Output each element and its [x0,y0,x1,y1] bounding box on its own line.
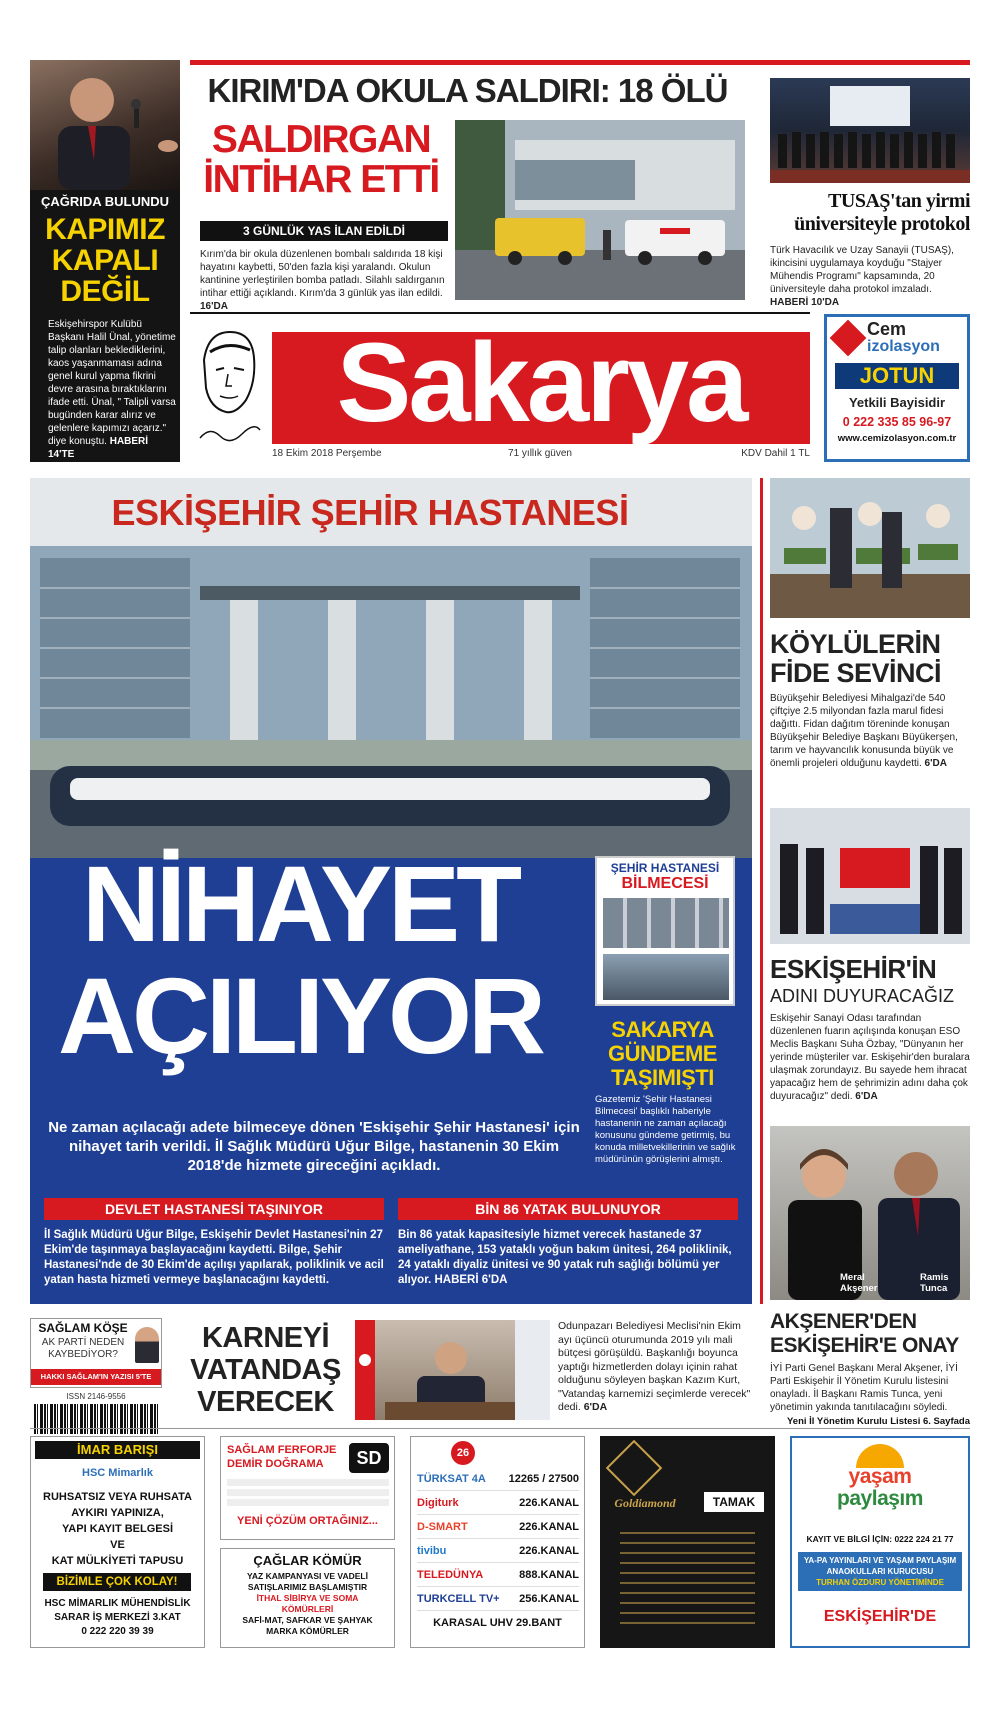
hsc-logo: HSC Mimarlık [82,1467,153,1479]
top-red-rule [190,60,970,65]
kirim-body: Kırım'da bir okula düzenlenen bombalı saldırıda 18 kişi hayatını kaybetti, 50'den fazla kişi yaralandı. Okulun kantinine yerleştirilen bomba patladı. Silahlı saldırganın intihar ettiği açıklandı. Kırım'da 3 günlük yas ilan edildi. 16'DA [200,249,445,312]
tv-row-name: TÜRKSAT 4A [417,1472,486,1485]
isbn: ISSN 2146-9556 [66,1392,126,1401]
tv-row [417,1515,579,1539]
inset-thumbs [603,898,729,948]
right-column-rule [760,478,763,1304]
tusas-headline: TUSAŞ'tan yirmi üniversiteyle protokol [794,190,970,235]
ferforje-slogan: YENİ ÇÖZÜM ORTAĞINIZ... [237,1515,378,1527]
masthead-slogan: 71 yıllık güven [508,448,572,459]
imar-title: İMAR BARIŞI [35,1441,200,1459]
cem-izolasyon-ad[interactable] [824,314,970,462]
eso-headline: ESKİŞEHİR'İN [770,954,937,984]
sakarya-gundeme-title: SAKARYA GÜNDEME TAŞIMIŞTI [608,1017,717,1090]
tv-row-value: 256.KANAL [519,1592,579,1605]
cap-aksener: Meral Akşener [840,1272,878,1294]
masthead-date: 18 Ekim 2018 Perşembe [272,448,382,459]
imar-footer: HSC MİMARLIK MÜHENDİSLİK SARAR İŞ MERKEZİ 3.KAT 0 222 220 39 39 [44,1598,191,1637]
saglam-kose[interactable] [30,1318,162,1388]
gold-brand: Goldiamond [614,1496,676,1510]
yas-bar: 3 GÜNLÜK YAS İLAN EDİLDİ [200,221,448,241]
kirim-banner: KIRIM'DA OKULA SALDIRI: 18 ÖLÜ [207,72,728,109]
tv-row-name: tivibu [417,1544,447,1557]
villagers-seedlings [770,478,970,618]
eso-body: Eskişehir Sanayi Odası tarafından düzenlenen fuarın açılışında konuşan ESO Meclis Başkanı Suha Özbay, "Dünyanın her yerinde müşteriler var. Eskişehir'den buralara ulaşmak zorundayız. Bu sayede hem ihracat yapacağız hem de şehrimizin adını daha çok duyuracağız" dedi. 6'DA [770,1013,970,1102]
caglar-title: ÇAĞLAR KÖMÜR [253,1553,362,1568]
hospital-sign: ESKİŞEHİR ŞEHİR HASTANESİ [111,492,629,533]
kicker: ÇAĞRIDA BULUNDU [40,194,170,209]
saglam-avatar [135,1327,159,1363]
ferforje-ad[interactable] [220,1436,395,1540]
tv-row-name: TURKCELL TV+ [417,1592,500,1605]
masthead-top-rule [190,312,810,314]
tv-badge: 26 [451,1441,475,1465]
kapimiz-headline: KAPIMIZ KAPALI DEĞİL [45,213,165,308]
dealer-text: Yetkili Bayisidir [848,395,946,410]
imar-slogan: BİZİMLE ÇOK KOLAY! [43,1573,191,1591]
tv-row-value: 888.KANAL [519,1568,579,1581]
halil-unal-photo [30,60,180,190]
ferforje-lines [227,1479,389,1509]
imar-ad[interactable] [30,1436,205,1648]
tv-row-value: 226.KANAL [519,1496,579,1509]
yasam-mid: YA-PA YAYINLARI VE YAŞAM PAYLAŞIM ANAOKULLARI KURUCUSU TURHAN ÖZDURU YÖNETİMİNDE [798,1552,962,1591]
fide-body: Büyükşehir Belediyesi Mihalgazi'de 540 çiftçiye 2.5 milyondan fazla marul fidesi dağıttı. Fidan dağıtım töreninde konuşan Büyükşehir Belediye Başkanı Büyükerşen, tarım ve hayvancılık konusunda büyük ve önemli projeleri olduğunu kaydetti. 6'DA [770,693,958,769]
inset-photo [603,954,729,1000]
gold-sub: TAMAK [704,1492,764,1512]
col1-body: İl Sağlık Müdürü Uğur Bilge, Eskişehir Devlet Hastanesi'nin 27 Ekim'de taşınmaya başlayacağını kaydetti. Bilge, Şehir Hastanesi'nde de 30 Ekim'de açılışı yapılarak, poliklinik ve acil yatan hasta hizmeti vermeye başlanacağını kaydetti. [44,1229,384,1286]
ambulance-scene [455,120,745,300]
imar-lines: RUHSATSIZ VEYA RUHSATA AYKIRI YAPINIZA, YAPI KAYIT BELGESİ VE KAT MÜLKİYETİ TAPUSU [43,1491,192,1567]
tv-row-name: D-SMART [417,1520,468,1533]
main-lead: Ne zaman açılacağı adete bilmeceye dönen 'Eskişehir Şehir Hastanesi' için nihayet tarih verildi. İl Sağlık Müdürü Uğur Bilge, hastanenin 30 Ekim 2018'de hizmete gireceğini açıkladı. [48,1119,580,1174]
saglam-ref: HAKKI SAĞLAM'IN YAZISI 5'TE [31,1369,161,1385]
fide-photo [770,478,970,618]
eso-sub: ADINI DUYURACAĞIZ [770,986,955,1006]
tv-row-name: TELEDÜNYA [417,1568,484,1581]
tv-row-value: 12265 / 27500 [508,1472,579,1485]
jotun-logo: JOTUN [835,363,959,389]
karne-body: Odunpazarı Belediyesi Meclisi'nin Ekim ayı üçüncü oturumunda 2019 yılı mali bütçesi görüşüldü. Başkanlığı boyunca yaptığı hizmetlerden dolayı içinin rahat olduğunu söyleyen başkan Kazım Kurt, "Vatandaş karnemizi seçimlerde verecek" dedi. 6'DA [558,1320,751,1413]
inset-title: ŞEHİR HASTANESİ BİLMECESİ [610,861,720,892]
tv-row-value: 226.KANAL [519,1544,579,1557]
tusas-body: Türk Havacılık ve Uzay Sanayii (TUSAŞ), ikincisini uygulamaya koyduğu "Stajyer Mühendis Programı" kapsamında, 20 üniversiteyle daha protokol imzaladı. HABERİ 10'DA [770,245,954,308]
yasam-paylasim-ad[interactable] [790,1436,970,1648]
top-left-box [30,60,180,462]
kazim-kurt-photo [355,1320,550,1420]
cem-brand: Cem izolasyon [867,319,940,355]
yasam-city: ESKİŞEHİR'DE [823,1608,937,1625]
yasam-phone: KAYIT VE BİLGİ İÇİN: 0222 224 21 77 [806,1534,954,1544]
tusas-photo [770,78,970,183]
top-left-body: Eskişehirspor Kulübü Başkanı Halil Ünal, yönetime talip olanları beklediklerini, kaos yaşanmaması adına genel kurul yapma fikrini devre arasına bıraktıklarını ifade etti. Ünal, " Talipli varsa bugünden karar alırız ve gelenlere kapımızı açarız." diye konuştu. HABERİ 14'TE [48,319,176,460]
fair-opening [770,808,970,944]
tv-row [417,1563,579,1587]
nihayet-headline: NİHAYET AÇILIYOR [57,843,542,1076]
tv-rows [417,1467,579,1611]
sakarya-gundeme-body: Gazetemiz 'Şehir Hastanesi Bilmecesi' başlıklı haberiyle hastanenin ne zaman açılacağı konusunu gündeme getirmiş, bu konuda milletvekillerinin ve sağlık müdürünün görüşlerini almıştı. [595,1094,736,1165]
col2-body: Bin 86 yatak kapasitesiyle hizmet verecek hastanede 37 ameliyathane, 153 yataklı yoğun bakım ünitesi, 264 poliklinik, 24 yataklı diyaliz ünitesi ve 90 yatak ruh sağlığı bölümü yer alıyor. HABERİ 6'DA [398,1229,732,1286]
ads-top-rule [30,1428,970,1429]
aksener-ref: Yeni İl Yönetim Kurulu Listesi 6. Sayfada [786,1416,970,1427]
cap-tunca: Ramis Tunca [920,1272,949,1294]
council-speaker [355,1320,550,1420]
aksener-photo [770,1126,970,1300]
group-on-stage [770,78,970,183]
tv-row [417,1539,579,1563]
col1-title: DEVLET HASTANESİ TAŞINIYOR [44,1198,384,1220]
ataturk-sketch-icon [190,322,265,447]
col2-title: BİN 86 YATAK BULUNUYOR [398,1198,738,1220]
cem-logo-icon [830,320,867,357]
main-story [30,478,752,1304]
sd-logo: SD [349,1443,389,1473]
saldirgan-headline: SALDIRGAN İNTİHAR ETTİ [203,118,439,201]
bilmece-inset[interactable] [595,856,735,1006]
eso-photo [770,808,970,944]
barcode [34,1404,158,1434]
tv-row-name: Digiturk [417,1496,459,1509]
aksener-headline: AKŞENER'DEN ESKİŞEHİR'E ONAY [770,1310,959,1357]
tv-row [417,1467,579,1491]
cem-phone: 0 222 335 85 96-97 [842,415,952,429]
ataturk-portrait [190,322,265,447]
masthead-price: KDV Dahil 1 TL [741,448,810,459]
caglar-ad[interactable] [220,1548,395,1648]
tv-row [417,1587,579,1611]
tv-footer: KARASAL UHV 29.BANT [433,1617,562,1629]
yasam-title: yaşam paylaşım [837,1465,923,1510]
saglam-title: SAĞLAM KÖŞE [38,1321,128,1335]
saglam-question: AK PARTİ NEDEN KAYBEDİYOR? [41,1337,125,1360]
tv-channels-ad[interactable] [410,1436,585,1648]
fide-headline: KÖYLÜLERİN FİDE SEVİNCİ [770,629,942,688]
caglar-lines: YAZ KAMPANYASI VE VADELİ SATIŞLARIMIZ BAŞLAMIŞTIR İTHAL SİBİRYA VE SOMA KÖMÜRLERİ SAFİ-MAT, SAFKAR VE ŞAHYAK MARKA KÖMÜRLER [242,1571,373,1636]
tv-row-value: 226.KANAL [519,1520,579,1533]
goldiamond-ad[interactable] [600,1436,775,1648]
speaker-silhouette [30,60,180,190]
aksener-body: İYİ Parti Genel Başkanı Meral Akşener, İYİ Parti Eskişehir İl Yönetim Kurulu listesini onayladı. İl Başkanı Ramis Tunca, yeni yönetimin yakında tanıtılacağını söyledi. [770,1363,958,1413]
hospital-photo [30,478,752,858]
masthead-title: Sakarya [336,320,746,445]
gold-diamond-icon [606,1440,663,1497]
hospital-building [30,478,752,858]
ferforje-title: SAĞLAM FERFORJE DEMİR DOĞRAMA [227,1444,337,1470]
gold-text-block [620,1532,755,1632]
karne-headline: KARNEYİ VATANDAŞ VERECEK [190,1322,341,1418]
cem-web: www.cemizolasyon.com.tr [837,433,957,444]
tv-row [417,1491,579,1515]
kirim-photo [455,120,745,300]
